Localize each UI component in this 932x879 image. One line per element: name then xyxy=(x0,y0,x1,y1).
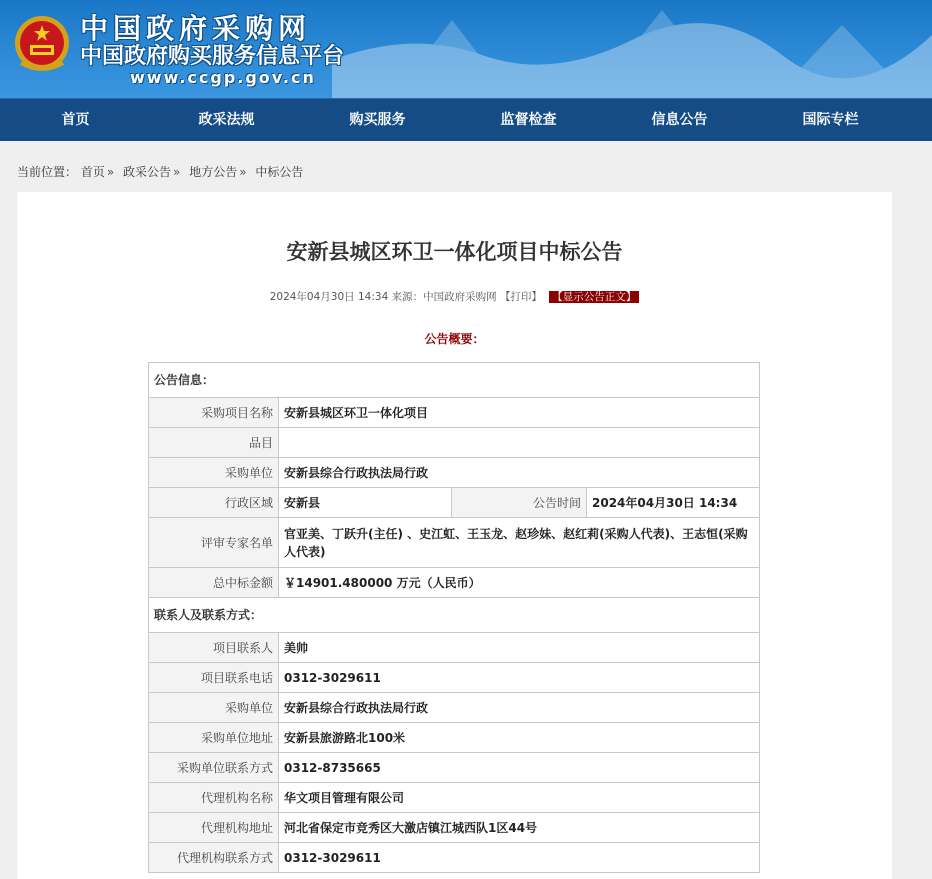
breadcrumb-separator: » xyxy=(239,165,247,179)
show-body-button[interactable]: 【显示公告正文】 xyxy=(549,291,639,303)
value-purchaser-address: 安新县旅游路北100米 xyxy=(279,723,760,753)
label-project-name: 采购项目名称 xyxy=(149,398,279,428)
page-title: 安新县城区环卫一体化项目中标公告 xyxy=(286,240,623,264)
label-project-contact: 项目联系人 xyxy=(149,633,279,663)
value-agency-contact: 0312-3029611 xyxy=(279,843,760,873)
label-category: 品目 xyxy=(149,428,279,458)
breadcrumb-separator: » xyxy=(106,165,115,179)
label-total-amount: 总中标金额 xyxy=(149,568,279,598)
breadcrumb-prefix: 当前位置： xyxy=(17,165,78,179)
label-purchaser: 采购单位 xyxy=(149,458,279,488)
label-experts: 评审专家名单 xyxy=(149,518,279,568)
section-announcement-info: 公告信息： xyxy=(149,363,760,398)
section-contacts: 联系人及联系方式： xyxy=(149,598,760,633)
value-total-amount: ￥14901.480000 万元（人民币） xyxy=(279,568,760,598)
nav-item-international[interactable]: 国际专栏 xyxy=(802,112,859,128)
nav-item-home[interactable]: 首页 xyxy=(61,112,90,128)
publish-date: 2024年04月30日 14:34 xyxy=(269,291,389,303)
great-wall-decoration xyxy=(332,0,932,98)
header-banner xyxy=(0,0,932,98)
print-link[interactable]: 【打印】 xyxy=(499,291,542,303)
label-agency-address: 代理机构地址 xyxy=(149,813,279,843)
site-subtitle: 中国政府购买服务信息平台 xyxy=(80,44,345,69)
label-purchaser-2: 采购单位 xyxy=(149,693,279,723)
value-purchaser-contact: 0312-8735665 xyxy=(279,753,760,783)
article-panel xyxy=(17,192,892,879)
value-announce-time: 2024年04月30日 14:34 xyxy=(587,488,760,518)
nav-item-regulations[interactable]: 政采法规 xyxy=(198,112,255,128)
value-project-contact: 美帅 xyxy=(279,633,760,663)
value-category xyxy=(279,428,760,458)
article-meta xyxy=(17,290,892,304)
source-label: 来源： xyxy=(391,291,424,303)
nav-item-purchase-services[interactable]: 购买服务 xyxy=(349,112,406,128)
site-url: www.ccgp.gov.cn xyxy=(130,68,316,87)
label-region: 行政区域 xyxy=(149,488,279,518)
value-purchaser: 安新县综合行政执法局行政 xyxy=(279,458,760,488)
value-agency-address: 河北省保定市竞秀区大激店镇江城西队1区44号 xyxy=(279,813,760,843)
breadcrumb-award-notices[interactable]: 中标公告 xyxy=(255,165,304,179)
source-link[interactable]: 中国政府采购网 xyxy=(423,291,497,303)
value-experts: 官亚美、丁跃升(主任) 、史江虹、王玉龙、赵珍妹、赵红莉(采购人代表)、王志恒(采购人代表) xyxy=(279,518,760,568)
label-purchaser-contact: 采购单位联系方式 xyxy=(149,753,279,783)
value-region: 安新县 xyxy=(279,488,452,518)
value-project-phone: 0312-3029611 xyxy=(279,663,760,693)
site-title: 中国政府采购网 xyxy=(80,12,312,45)
label-project-phone: 项目联系电话 xyxy=(149,663,279,693)
value-agency-name: 华文项目管理有限公司 xyxy=(279,783,760,813)
breadcrumb-home[interactable]: 首页 xyxy=(80,165,105,179)
main-nav xyxy=(0,98,932,141)
value-project-name: 安新县城区环卫一体化项目 xyxy=(279,398,760,428)
label-agency-contact: 代理机构联系方式 xyxy=(149,843,279,873)
breadcrumb-separator: » xyxy=(173,165,181,179)
value-purchaser-2: 安新县综合行政执法局行政 xyxy=(279,693,760,723)
label-announce-time: 公告时间 xyxy=(452,488,587,518)
label-purchaser-address: 采购单位地址 xyxy=(149,723,279,753)
breadcrumb-procurement-notices[interactable]: 政采公告 xyxy=(123,165,172,179)
national-emblem-icon xyxy=(13,13,71,75)
breadcrumb xyxy=(17,165,303,179)
announcement-info-table xyxy=(148,362,760,873)
breadcrumb-local-notices[interactable]: 地方公告 xyxy=(189,165,238,179)
nav-item-supervision[interactable]: 监督检查 xyxy=(500,112,557,128)
summary-heading: 公告概要： xyxy=(424,332,485,346)
nav-item-announcements[interactable]: 信息公告 xyxy=(651,112,708,128)
label-agency-name: 代理机构名称 xyxy=(149,783,279,813)
